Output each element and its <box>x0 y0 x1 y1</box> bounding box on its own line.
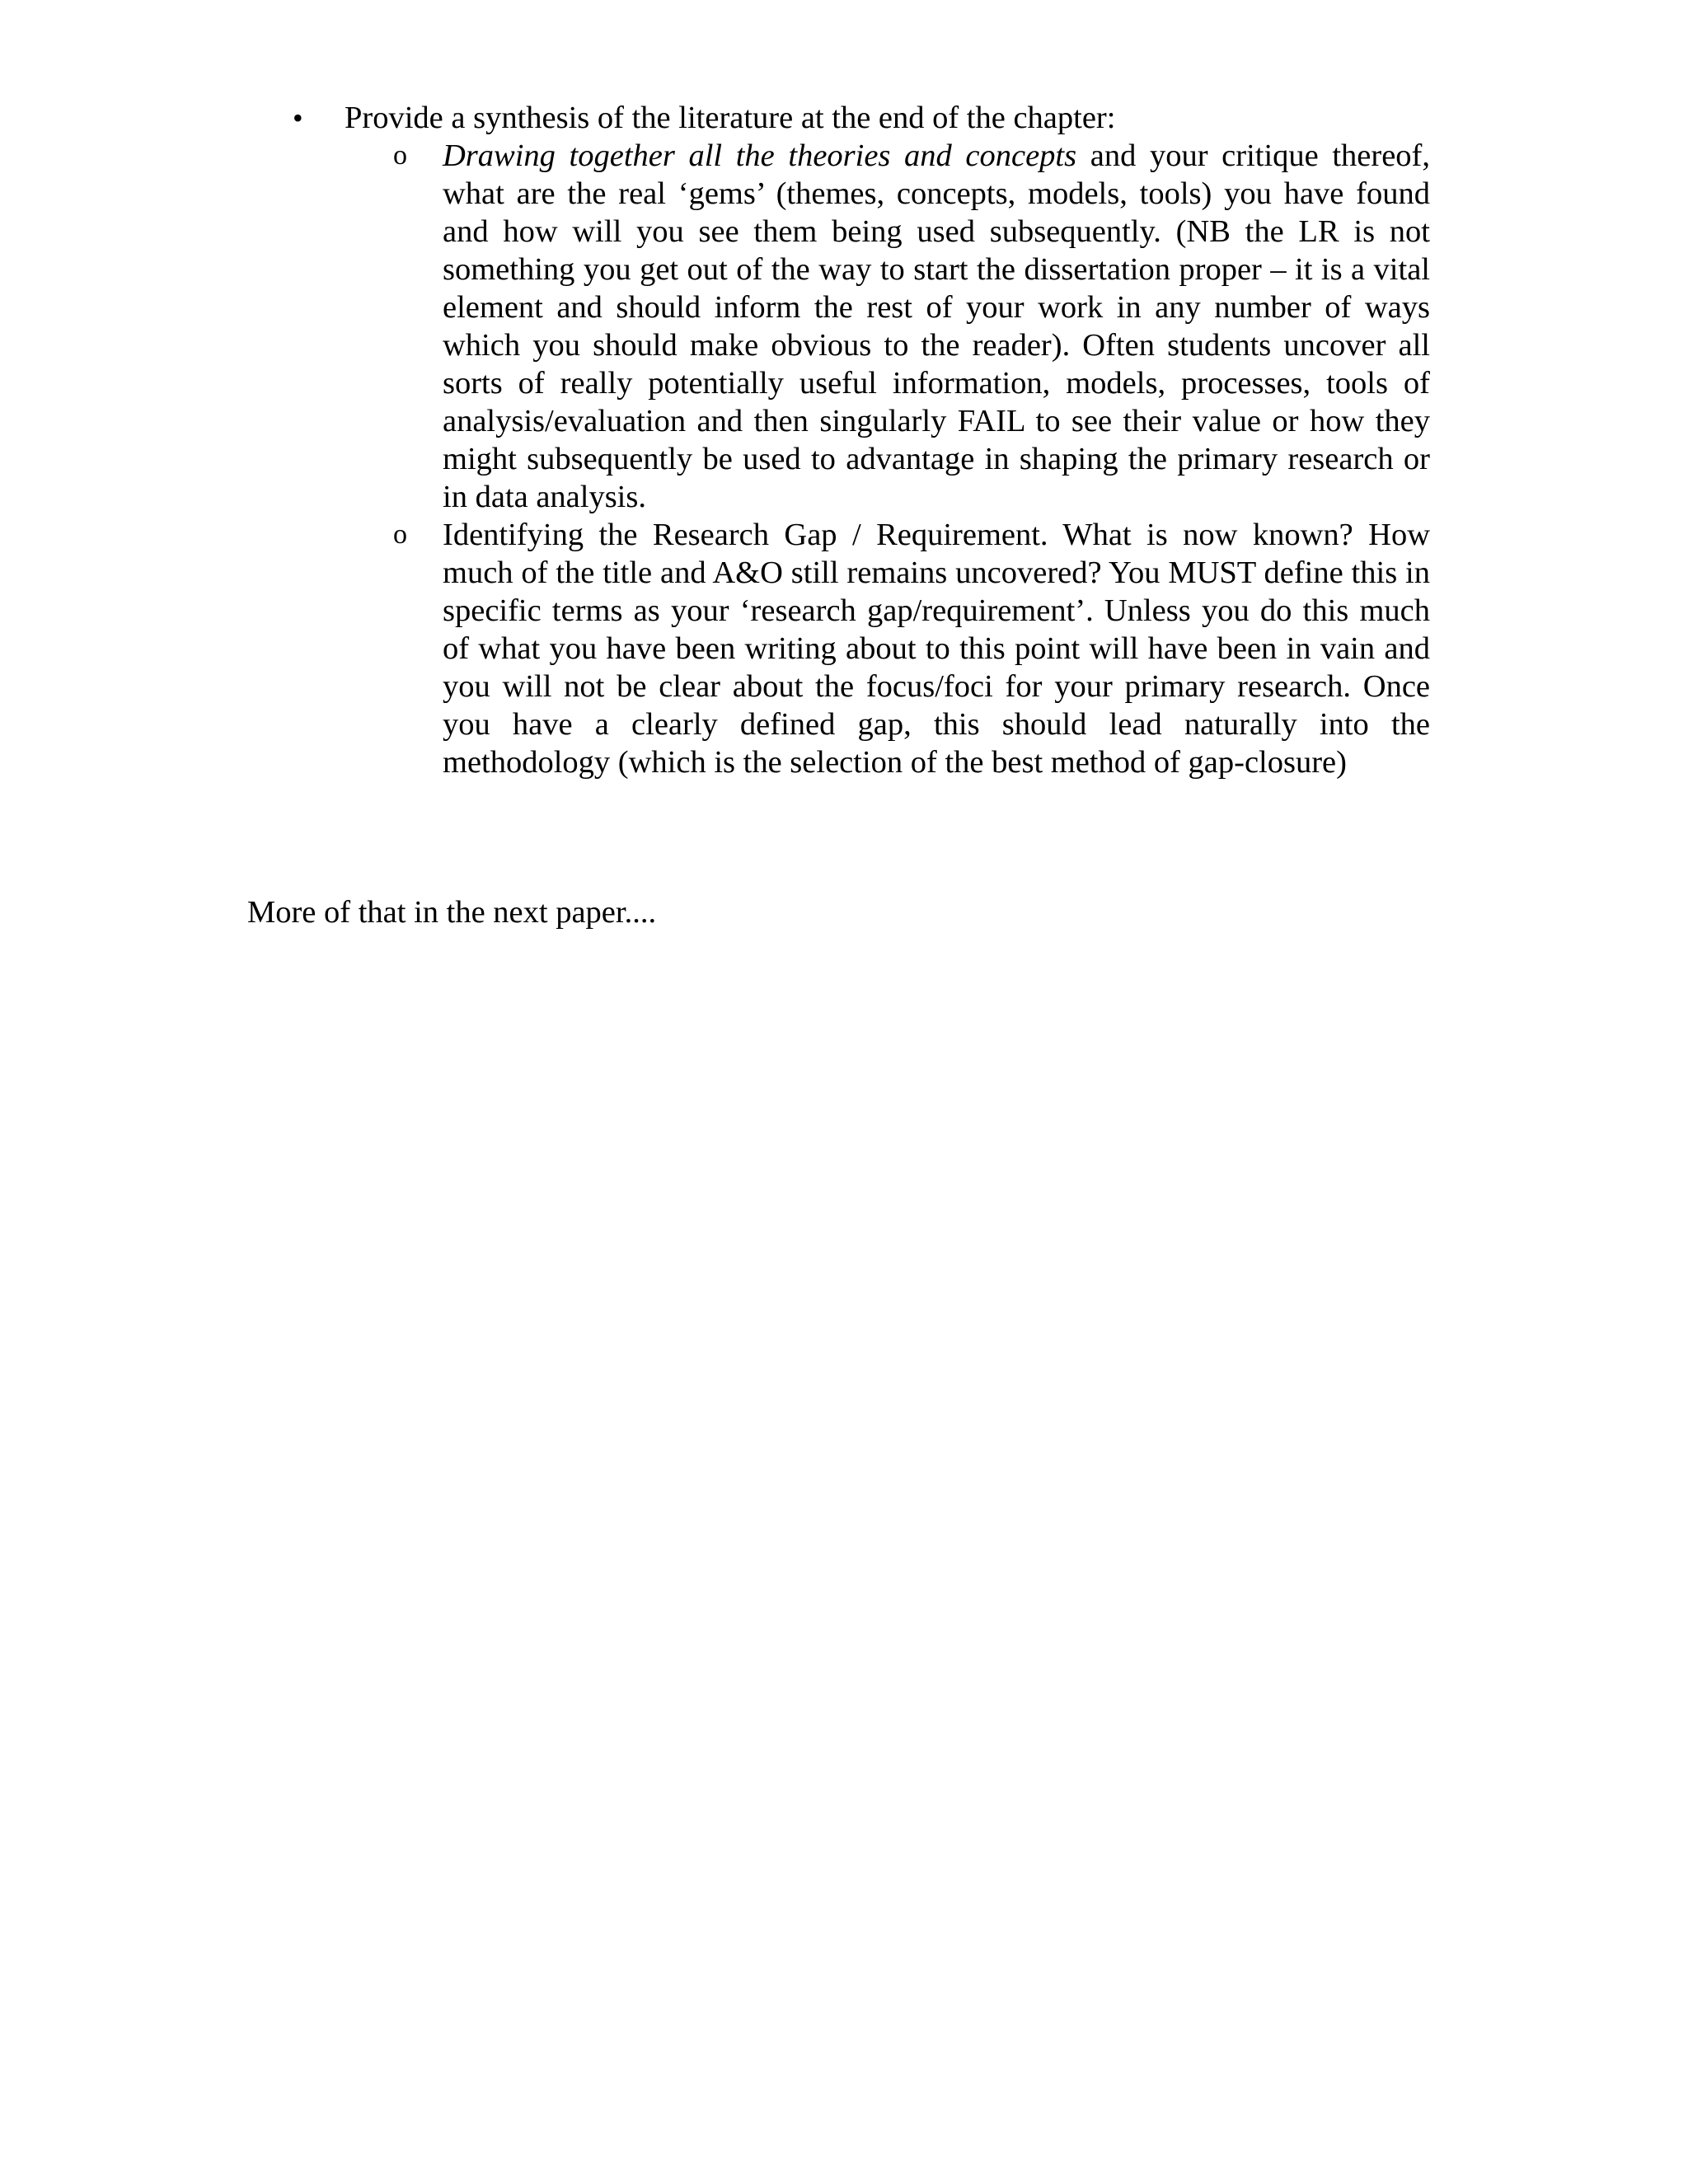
closing-line: More of that in the next paper.... <box>247 895 657 930</box>
bullet-marker-icon: • <box>293 101 303 134</box>
sub-list <box>392 137 1430 781</box>
sub-item-text: and your critique thereof, what are the real ‘gems’ (themes, concepts, models, tools) you have found and how will you see them being used subsequently. (NB the LR is not something you get out of the way to start the dissertation proper – it is a vital element and should inform the rest of your work in any number of ways which you should make obvious to the reader). Often students uncover all sorts of really potentially useful information, models, processes, tools of analysis/evaluation and then singularly FAIL to see their value or how they might subsequently be used to advantage in shaping the primary research or in data analysis. <box>443 138 1431 514</box>
sub-item-research-gap <box>392 516 1430 781</box>
sub-item-text: Identifying the Research Gap / Requirement. What is now known? How much of the title and A&O still remains uncovered? You MUST define this in specific terms as your ‘research gap/requirement’. Unless you do this much of what you have been writing about to this point will have been in vain and you will not be clear about the focus/foci for your primary research. Once you have a clearly defined gap, this should lead naturally into the methodology (which is the selection of the best method of gap-closure) <box>443 518 1430 780</box>
main-bullet-item <box>293 99 1430 137</box>
bullet-line <box>293 99 1430 137</box>
sub-item-italic-lead: Drawing together all the theories and concepts <box>443 138 1077 173</box>
circle-marker-icon: o <box>393 140 407 171</box>
circle-marker-icon: o <box>393 519 407 550</box>
sub-item-synthesis <box>392 137 1430 516</box>
bullet-text: Provide a synthesis of the literature at the end of the chapter: <box>345 101 1116 135</box>
